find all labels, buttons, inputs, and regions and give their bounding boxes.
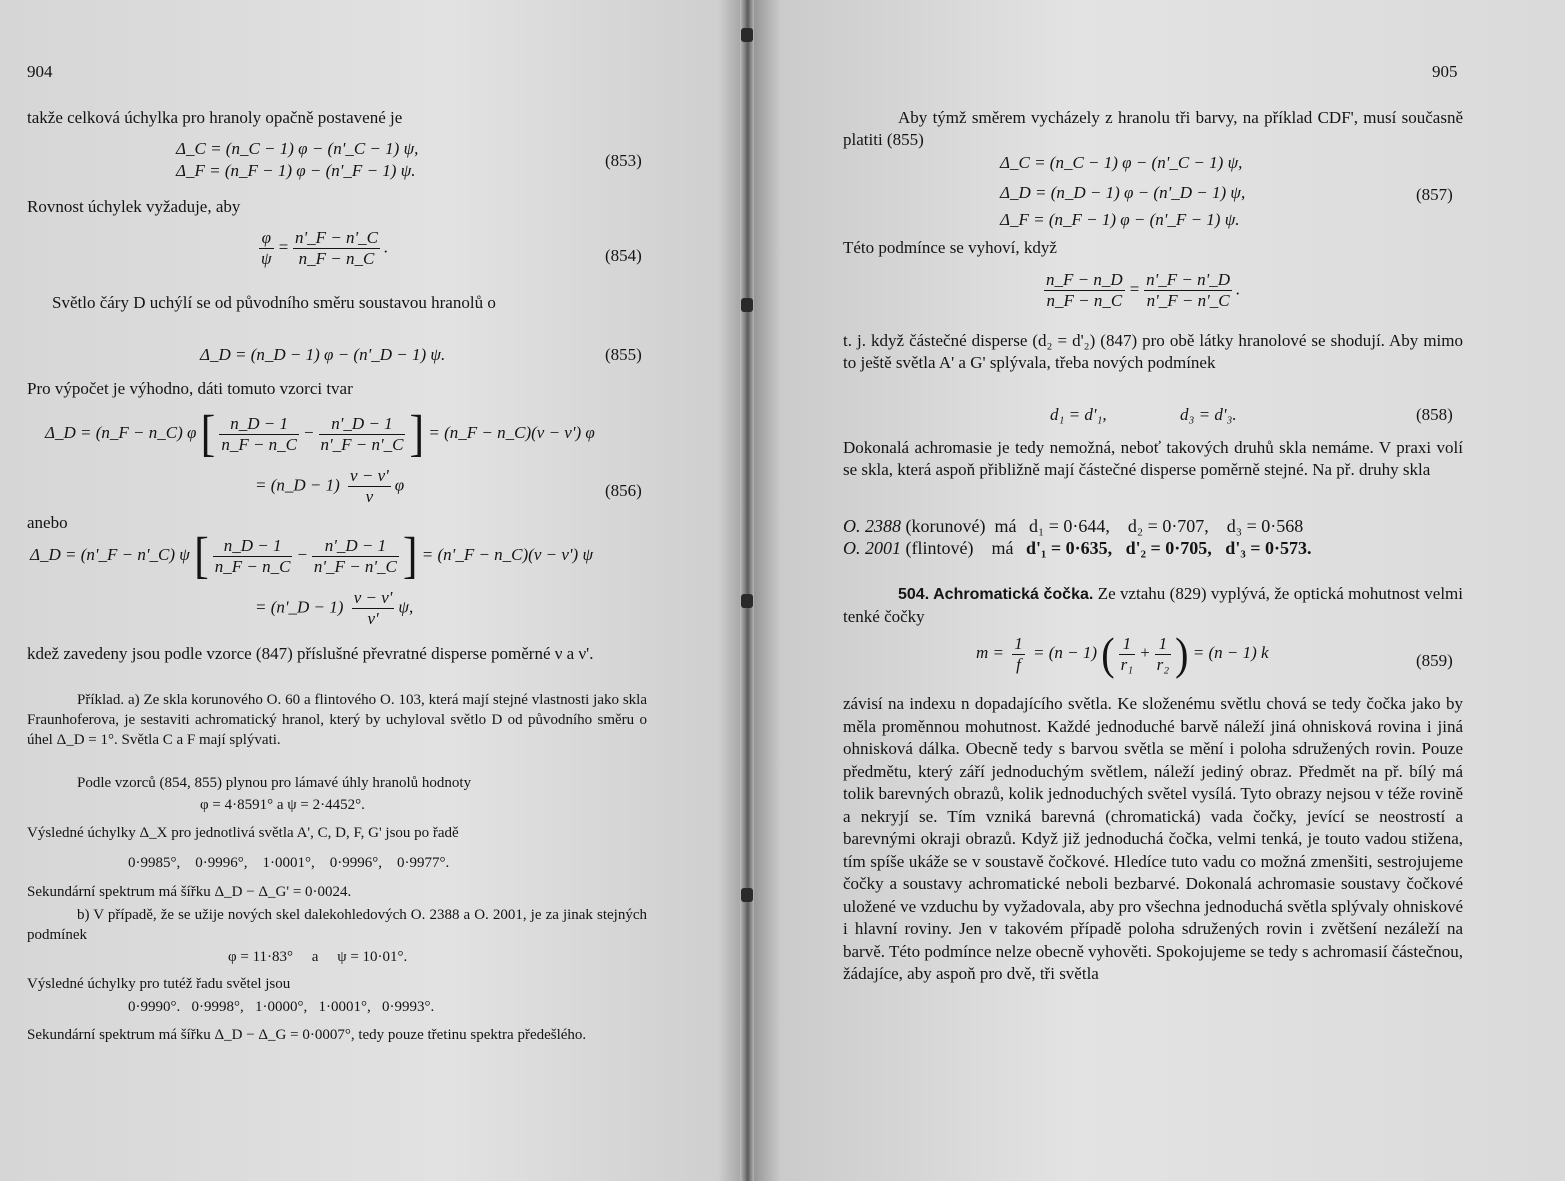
glass-1-name: O. 2388 [843,516,901,536]
equation-858-b: d₃ = d'₃. [1180,405,1237,424]
sekundarni-2-text: Sekundární spektrum má šířku Δ_D − Δ_G = 0·0007°, tedy pouze třetinu spektra předešlého. [27,1027,587,1043]
eq854-rhs-num: n'_F − n'_C [295,228,379,247]
eq859-r2-den: r₂ [1156,654,1170,674]
dokonala-text: Dokonalá achromasie je tedy nemožná, neboť takových druhů skla nemáme. V praxi volí se skla, která aspoň přibližně mají částečné disperse poměrně stejné. Na př. druhy skla [843,438,1463,479]
right-page [748,0,1565,1181]
eq856b-f1-num: n_D − 1 [213,536,293,557]
equation-857-a: Δ_C = (n_C − 1) φ − (n'_C − 1) ψ, [1000,153,1243,172]
sekundarni-1-text: Sekundární spektrum má šířku Δ_D − Δ_G' = 0·0024. [27,884,352,900]
teto-text: Této podmínce se vyhoví, když [843,238,1057,257]
glass-1-values: d₁ = 0·644, d₂ = 0·707, d₃ = 0·568 [1028,516,1304,536]
equation-number-857: (857) [1416,185,1453,204]
eq856b-line2-den: ν' [367,609,379,628]
eq859-m: m = [976,642,1004,662]
eq859-end: = (n − 1) k [1192,642,1269,662]
eq859-f-den: f [1016,654,1021,674]
cond-l-num: n_F − n_D [1046,270,1123,289]
eq856-f2-den: n'_F − n'_C [320,434,404,454]
equation-855: Δ_D = (n_D − 1) φ − (n'_D − 1) ψ. [200,345,446,364]
eq856b-line2-a: = (n'_D − 1) [255,597,344,617]
eq856b-f2-num: n'_D − 1 [312,536,399,557]
svetlo-text: Světlo čáry D uchýlí se od původního směru soustavou hranolů o [52,293,496,312]
vysledne-1-text: Výsledné úchylky Δ_X pro jednotlivá světla A', C, D, F, G' jsou po řadě [27,825,459,841]
cond-r-den: n'_F − n'_C [1146,291,1230,310]
equation-number-858: (858) [1416,405,1453,424]
glass-2-name: O. 2001 [843,538,901,558]
equation-number-853: (853) [605,151,642,170]
values-1: 0·9985°, 0·9996°, 1·0001°, 0·9996°, 0·9977°. [128,855,450,871]
equation-859: m = $\frac{1}{f}$ = (n − 1) ( $\frac{1}{\text{r₁}}$ + $\frac{1}{\text{r₂}}$ ) = (n − 1) k [976,627,1269,680]
equation-856b-line1: Δ_D = (n'_F − n'_C) ψ [ $\frac{n\_D - 1}{n\_F - n\_C}$ − $\frac{n'\_D - 1}{n'\_F - n'\_C}$ ] = (n'_F − n_C)(ν − ν') ψ [30,527,594,584]
glass-2-desc: (flintové) má [905,538,1014,558]
priklad-text: Příklad. a) Ze skla korunového O. 60 a flintového O. 103, která mají stejné vlastnosti jako skla Fraunhoferova, je sestaviti achromatický hranol, který by uchyloval světlo D od původního směru o úhel Δ_D = 1°. Světla C a F mají splývati. [27,692,647,748]
glass-2-values: d'₁ = 0·635, d'₂ = 0·705, d'₃ = 0·573. [1025,538,1312,558]
glass-1-desc: (korunové) má [905,516,1017,536]
eq856b-f1-den: n_F − n_C [214,556,291,576]
podle-text: Podle vzorců (854, 855) plynou pro lámavé úhly hranolů hodnoty [77,775,472,791]
equation-854: $\frac{\varphi}{\psi}$ = $\frac{n'\_F - n'\_C}{n\_F - n\_C}$ . [261,228,389,268]
eq856-line2-num: ν − ν' [350,466,389,485]
equation-857-b: Δ_D = (n_D − 1) φ − (n'_D − 1) ψ, [1000,183,1246,202]
tj-text: t. j. když částečné disperse (d₂ = d'₂) (847) pro obě látky hranolové se shodují. Aby mimo to ještě světla A' a G' splývala, třeba nových podmínek [843,331,1463,372]
eq856-line2-b: φ [394,475,405,495]
eq856-f1-num: n_D − 1 [219,414,299,435]
eq856b-lhs: Δ_D = (n'_F − n'_C) ψ [30,544,190,564]
angles-b: φ = 11·83° a ψ = 10·01°. [228,949,408,965]
eq856-rhs: = (n_F − n_C)(ν − ν') φ [428,422,595,442]
binding-stitch [741,888,753,902]
eq856-f2-num: n'_D − 1 [319,414,406,435]
body-text: závisí na indexu n dopadajícího světla. Ke složenému světlu chová se tedy čočka jako by měla proměnnou mohutnost. Každé jednoduché barvě náleží jiná ohnisková rovina i jiná ohnisková dálka. Obecně tedy s barvou světla se mění i poloha sdružených rovin. Pouze předmětu, který září jednoduchým světlem, náleží jediný obraz. Předmět na př. bílý má tolik barevných obrazů, kolik jednoduchých světel vysílá. Tyto obrazy nejsou v téže rovině a nekryjí se. Tím vzniká barevná (chromatická) vada čočky, jevící se neostrostí a barevnými okraji obrazů. Když již jednoduchá čočka, velmi tenká, je touto vadou stižena, tím spíše ukáže se v soustavě čočkové. Hledíce tuto vadu co možná zmenšiti, sestrojujeme čočky a soustavy achromatické neboli bezbarvé. Dokonalá achromasie soustavy čočkové uložené ve vzduchu by vyžadovala, aby pro všechna jednoduchá světla splývaly ohniskové i hlavní roviny. Jen v takovém případě poloha sdružených rovin i zvětšení nezáleží na barvě. Této podmínce nelze obecně vyhověti. Spokojujeme se tedy s achromasií částečnou, žádajíce, aby aspoň pro dvě, tři světla [843,694,1463,983]
book-gutter [740,0,754,1181]
eq856b-f2-den: n'_F − n'_C [313,556,397,576]
glass-row-2 [843,537,1311,559]
equation-number-854: (854) [605,246,642,265]
binding-stitch [741,28,753,42]
section-title: 504. Achromatická čočka. [898,586,1094,603]
angles-a: φ = 4·8591° a ψ = 2·4452°. [200,797,365,813]
equation-853-a: Δ_C = (n_C − 1) φ − (n'_C − 1) ψ, [176,139,419,158]
eq859-r1-den: r₁ [1120,654,1134,674]
values-2: 0·9990°. 0·9998°, 1·0000°, 1·0001°, 0·9993°. [128,999,435,1015]
section-504 [843,583,1463,628]
cond-r-num: n'_F − n'_D [1146,270,1231,289]
eq856-line2-a: = (n_D − 1) [255,475,340,495]
vysledne-2-text: Výsledné úchylky pro tutéž řadu světel jsou [27,976,291,992]
eq859-f-num: 1 [1014,633,1023,653]
eq859-r1-num: 1 [1119,634,1136,655]
eq856-lhs: Δ_D = (n_F − n_C) φ [45,422,197,442]
equation-856-line1: Δ_D = (n_F − n_C) φ [ $\frac{n\_D - 1}{n\_F - n\_C}$ − $\frac{n'\_D - 1}{n'\_F - n'\_C}$ ] = (n_F − n_C)(ν − ν') φ [45,405,595,462]
condition-equation: $\frac{n\_F - n\_D}{n\_F - n\_C}$ = $\frac{n'\_F - n'\_D}{n'\_F - n'\_C}$ . [1046,270,1241,310]
eq856b-line2-num: ν − ν' [353,588,393,607]
section-intro: Ze vztahu (829) vyplývá, že optická mohutnost velmi tenké čočky [843,584,1463,626]
page-number: 904 [27,62,53,81]
cond-l-den: n_F − n_C [1046,291,1123,310]
equation-858-a: d₁ = d'₁, [1050,405,1107,424]
eq856-f1-den: n_F − n_C [221,434,298,454]
equation-856-line2 [255,466,404,507]
eq854-lhs-den: ψ [261,249,272,268]
eq859-mid: = (n − 1) [1033,642,1098,662]
glass-row-1 [843,515,1303,537]
pro-vypocet-text: Pro výpočet je výhodno, dáti tomuto vzorci tvar [27,379,353,398]
equation-number-855: (855) [605,345,642,364]
equation-number-856: (856) [605,481,642,500]
eq859-r2-num: 1 [1155,634,1172,655]
left-page [0,0,748,1181]
aby-text: Aby týmž směrem vycházely z hranolu tři barvy, na příklad CDF', musí současně platiti (855) [843,108,1463,149]
eq856-line2-den: ν [365,487,374,506]
intro-text: takže celková úchylka pro hranoly opačně postavené je [27,108,403,127]
eq856b-rhs: = (n'_F − n_C)(ν − ν') ψ [421,544,594,564]
page-number: 905 [1432,62,1458,81]
eq854-lhs-num: φ [259,228,274,249]
anebo-text: anebo [27,513,68,532]
binding-stitch [741,298,753,312]
equation-853-b: Δ_F = (n_F − 1) φ − (n'_F − 1) ψ. [176,161,416,180]
equation-856b-line2 [255,588,413,629]
kdez-text: kdež zavedeny jsou podle vzorce (847) příslušné převratné disperse poměrné ν a ν'. [27,644,594,663]
equation-number-859: (859) [1416,651,1453,670]
eq854-rhs-den: n_F − n_C [298,249,375,268]
eq856b-line2-b: ψ, [398,597,414,617]
rovnost-text: Rovnost úchylek vyžaduje, aby [27,197,241,216]
b-case-text: b) V případě, že se užije nových skel dalekohledových O. 2388 a O. 2001, je za jinak stejných podmínek [27,907,647,943]
equation-857-c: Δ_F = (n_F − 1) φ − (n'_F − 1) ψ. [1000,210,1240,229]
binding-stitch [741,594,753,608]
